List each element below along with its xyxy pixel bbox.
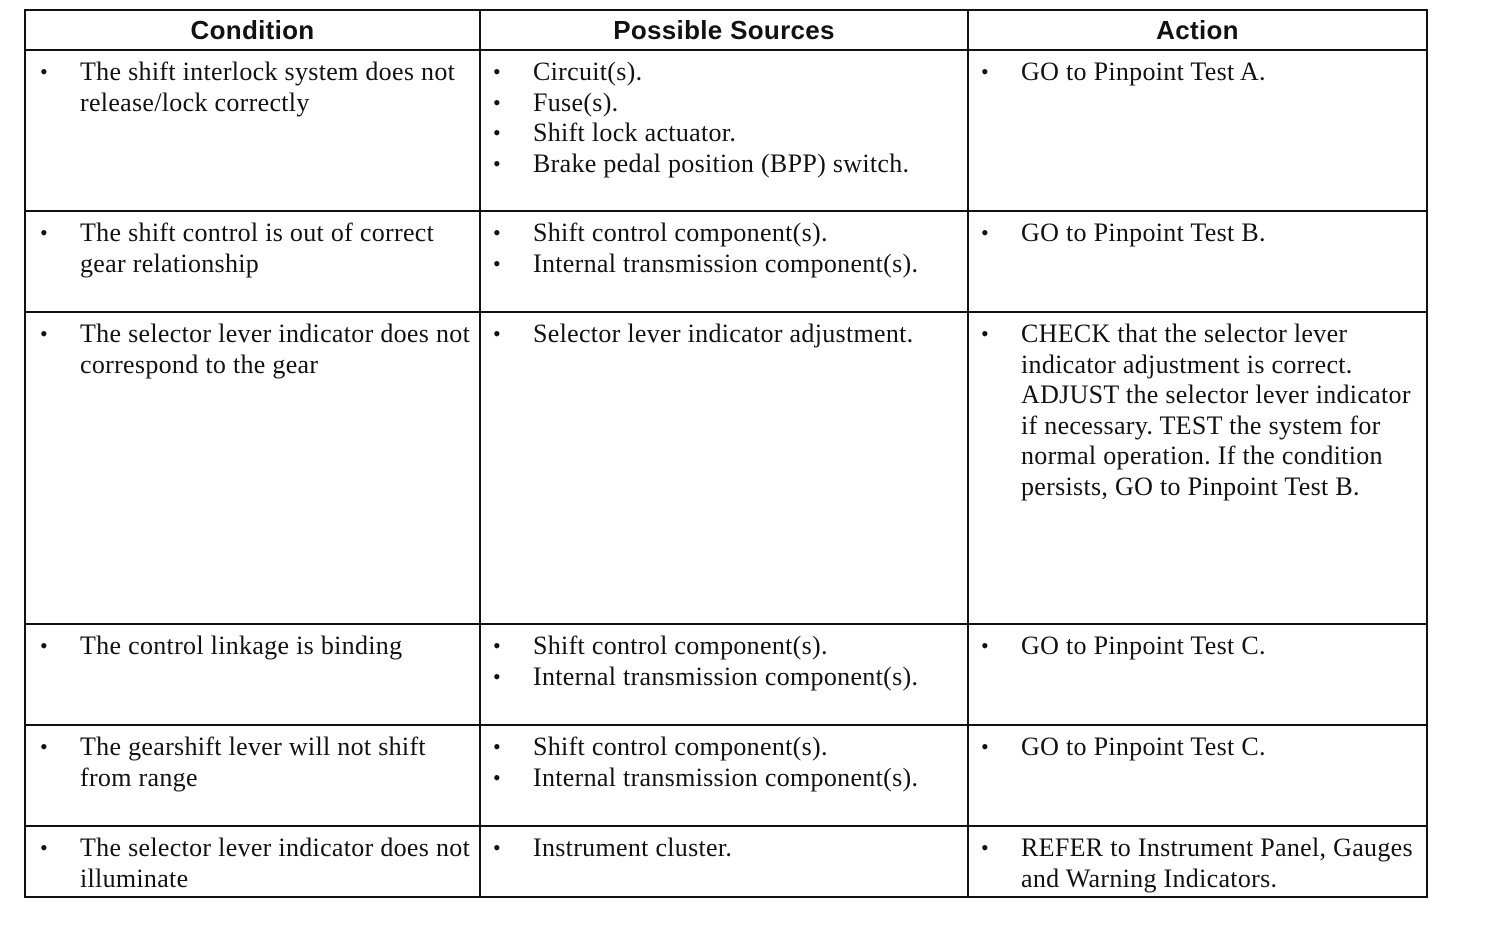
- bullet-icon: •: [493, 120, 502, 145]
- source-text: Selector lever indicator adjustment.: [533, 319, 914, 348]
- action-cell: [968, 50, 1427, 211]
- bullet-icon: •: [493, 89, 502, 115]
- bullet-icon: •: [981, 321, 990, 346]
- bullet-icon: •: [40, 220, 49, 245]
- condition-text: The selector lever indicator does not correspond to the gear: [80, 319, 471, 379]
- list-item: [489, 149, 959, 180]
- action-cell: [968, 826, 1427, 897]
- list-item: [36, 57, 471, 118]
- source-text: Fuse(s).: [533, 87, 619, 117]
- bullet-icon: •: [981, 734, 990, 759]
- bullet-icon: •: [493, 250, 502, 276]
- list-item: [36, 732, 471, 793]
- condition-text: The control linkage is binding: [80, 631, 403, 660]
- header-possible-sources: Possible Sources: [480, 10, 968, 50]
- action-text: GO to Pinpoint Test C.: [1021, 631, 1266, 660]
- condition-cell: [25, 50, 480, 211]
- condition-cell: [25, 725, 480, 826]
- source-text: Instrument cluster.: [533, 833, 733, 862]
- list-item: [489, 118, 959, 149]
- condition-text: The shift control is out of correct gear relationship: [80, 218, 435, 278]
- list-item: [489, 319, 959, 350]
- bullet-icon: •: [493, 734, 502, 759]
- condition-text: The selector lever indicator does not illuminate: [80, 833, 471, 893]
- sources-cell: [480, 211, 968, 312]
- condition-cell: [25, 826, 480, 897]
- list-item: [489, 218, 959, 249]
- source-text: Shift control component(s).: [533, 218, 828, 247]
- table-row: [25, 725, 1427, 826]
- sources-cell: [480, 826, 968, 897]
- action-cell: [968, 312, 1427, 624]
- bullet-icon: •: [981, 835, 990, 860]
- list-item: [489, 631, 959, 662]
- list-item: [977, 218, 1418, 249]
- action-text: GO to Pinpoint Test C.: [1021, 732, 1266, 761]
- source-text: Brake pedal position (BPP) switch.: [533, 148, 910, 178]
- bullet-icon: •: [493, 220, 502, 245]
- bullet-icon: •: [40, 734, 49, 759]
- table-row: [25, 826, 1427, 897]
- bullet-icon: •: [981, 220, 990, 245]
- bullet-icon: •: [40, 633, 49, 658]
- sources-cell: [480, 624, 968, 725]
- list-item: [36, 319, 471, 380]
- bullet-icon: •: [493, 835, 502, 860]
- source-text: Internal transmission component(s).: [533, 661, 919, 691]
- list-item: [36, 833, 471, 894]
- condition-cell: [25, 624, 480, 725]
- source-text: Shift control component(s).: [533, 732, 828, 761]
- source-text: Internal transmission component(s).: [533, 762, 919, 792]
- list-item: [977, 732, 1418, 763]
- condition-cell: [25, 312, 480, 624]
- condition-cell: [25, 211, 480, 312]
- bullet-icon: •: [493, 663, 502, 689]
- source-text: Shift control component(s).: [533, 631, 828, 660]
- bullet-icon: •: [981, 633, 990, 658]
- list-item: [489, 833, 959, 864]
- condition-text: The shift interlock system does not release/lock correctly: [80, 57, 456, 117]
- source-text: Circuit(s).: [533, 57, 643, 86]
- list-item: [977, 631, 1418, 662]
- bullet-icon: •: [981, 59, 990, 84]
- bullet-icon: •: [40, 835, 49, 860]
- list-item: [489, 732, 959, 763]
- header-row: [25, 10, 1427, 50]
- list-item: [489, 88, 959, 119]
- list-item: [977, 319, 1418, 502]
- condition-text: The gearshift lever will not shift from range: [80, 732, 426, 792]
- table-row: [25, 624, 1427, 725]
- list-item: [36, 631, 471, 662]
- bullet-icon: •: [40, 59, 49, 84]
- list-item: [489, 249, 959, 280]
- bullet-icon: •: [40, 321, 49, 346]
- action-cell: [968, 624, 1427, 725]
- diagnosis-table: [24, 9, 1428, 898]
- action-text: REFER to Instrument Panel, Gauges and Warning Indicators.: [1021, 833, 1413, 893]
- action-text: CHECK that the selector lever indicator adjustment is correct. ADJUST the selector lever indicator if necessary. TEST the system for normal operation. If the condition persists, GO to Pinpoint Test B.: [1021, 319, 1411, 501]
- action-text: GO to Pinpoint Test B.: [1021, 218, 1266, 247]
- list-item: [36, 218, 471, 279]
- bullet-icon: •: [493, 59, 502, 84]
- list-item: [489, 662, 959, 693]
- action-cell: [968, 211, 1427, 312]
- bullet-icon: •: [493, 321, 502, 346]
- header-condition: Condition: [25, 10, 480, 50]
- bullet-icon: •: [493, 150, 502, 176]
- bullet-icon: •: [493, 764, 502, 790]
- sources-cell: [480, 50, 968, 211]
- list-item: [489, 763, 959, 794]
- bullet-icon: •: [493, 633, 502, 658]
- action-text: GO to Pinpoint Test A.: [1021, 57, 1266, 86]
- table-row: [25, 50, 1427, 211]
- table-row: [25, 312, 1427, 624]
- list-item: [489, 57, 959, 88]
- list-item: [977, 833, 1418, 894]
- action-cell: [968, 725, 1427, 826]
- sources-cell: [480, 312, 968, 624]
- source-text: Shift lock actuator.: [533, 118, 737, 147]
- source-text: Internal transmission component(s).: [533, 248, 919, 278]
- list-item: [977, 57, 1418, 88]
- table-row: [25, 211, 1427, 312]
- sources-cell: [480, 725, 968, 826]
- header-action: Action: [968, 10, 1427, 50]
